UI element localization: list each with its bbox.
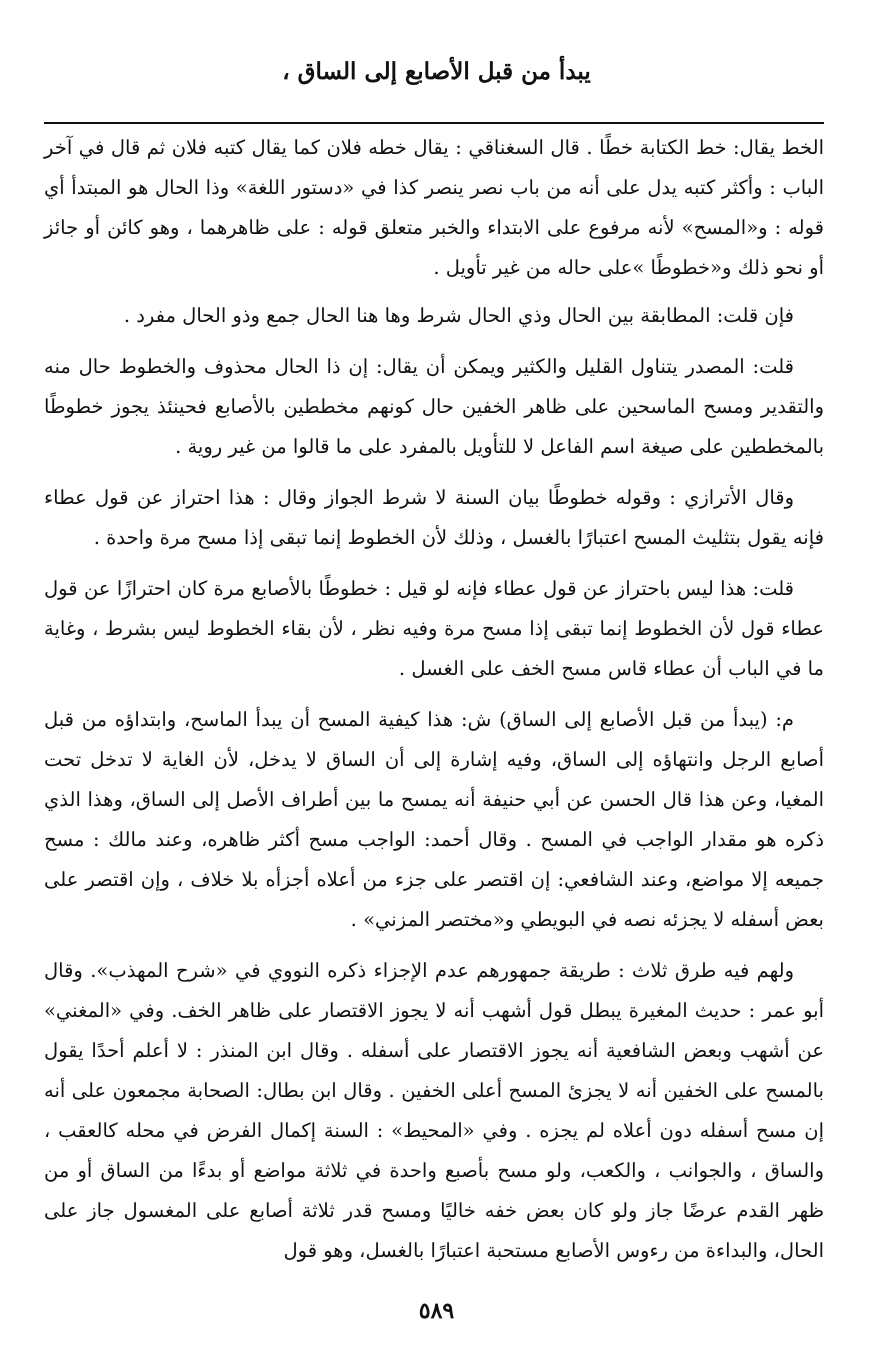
paragraph-6: م: (يبدأ من قبل الأصابع إلى الساق) ش: هذا كيفية المسح أن يبدأ الماسح، وابتداؤه من قبل أصابع الرجل وانتهاؤه إلى الساق، وفيه إشارة إلى أن الساق لا يدخل، لأن الغاية لا تدخل تحت المغيا، وعن هذا قال الحسن عن أبي حنيفة أنه يمسح ما بين أطراف الأصل إلى الساق، وهذا الذي ذكره هو مقدار الواجب في المسح . وقال أحمد: الواجب مسح أكثر ظاهره، وعند مالك : مسح جميعه إلا مواضع، وعند الشافعي: إن اقتصر على جزء من أعلاه أجزأه بلا خلاف ، وإن اقتصر على بعض أسفله لا يجزئه نصه في البويطي و«مختصر المزني» . <box>44 708 824 931</box>
running-header: يبدأ من قبل الأصابع إلى الساق ، <box>282 58 591 85</box>
header-rule <box>44 122 824 124</box>
paragraph-2: فإن قلت: المطابقة بين الحال وذي الحال شرط وها هنا الحال جمع وذو الحال مفرد . <box>123 304 794 327</box>
body-text <box>44 128 824 1282</box>
paragraph-7: ولهم فيه طرق ثلاث : طريقة جمهورهم عدم الإجزاء ذكره النووي في «شرح المهذب». وقال أبو عمر : حديث المغيرة يبطل قول أشهب أنه لا يجوز الاقتصار على ظاهر الخف. وفي «المغني» عن أشهب وبعض الشافعية أنه يجوز الاقتصار على أسفله . وقال ابن المنذر : لا أعلم أحدًا يقول بالمسح على الخفين أنه لا يجزئ المسح أعلى الخفين . وقال ابن بطال: الصحابة مجمعون على أنه إن مسح أسفله دون أعلاه لم يجزه . وفي «المحيط» : السنة إكمال الفرض في محله كالعقب ، والساق ، والجوانب ، والكعب، ولو مسح بأصبع واحدة في ثلاثة مواضع أو بدءًا من الساق أو من ظهر القدم عرضًا جاز ولو كان بعض خفه خاليًا ومسح قدر ثلاثة أصابع على المغسول جاز على الحال، والبداءة من رءوس الأصابع مستحبة اعتبارًا بالغسل، وهو قول <box>44 959 824 1262</box>
paragraph-5: قلت: هذا ليس باحتراز عن قول عطاء فإنه لو قيل : خطوطًا بالأصابع مرة كان احترازًا عن قول عطاء قول لأن الخطوط إنما تبقى إذا مسح مرة وفيه نظر ، لأن بقاء الخطوط ليس بشرط ، وغاية ما في الباب أن عطاء قاس مسح الخف على الغسل . <box>44 577 824 680</box>
paragraph-1: الخط يقال: خط الكتابة خطًا . قال السغناقي : يقال خطه فلان كما يقال كتبه فلان ثم قال في آخر الباب : وأكثر كتبه يدل على أنه من باب نصر ينصر كذا في «دستور اللغة» وذا الحال هو المبتدأ أي قوله : و«المسح» لأنه مرفوع على الابتداء والخبر متعلق قوله : على ظاهرهما ، وهو كائن أو جائز أو نحو ذلك و«خطوطًا »على حاله من غير تأويل . <box>44 136 824 279</box>
paragraph-4: وقال الأترازي : وقوله خطوطًا بيان السنة لا شرط الجواز وقال : هذا احتراز عن قول عطاء فإنه يقول بتثليث المسح اعتبارًا بالغسل ، وذلك لأن الخطوط إنما تبقى إذا مسح مرة واحدة . <box>44 486 824 549</box>
page-number: ٥٨٩ <box>418 1298 455 1324</box>
paragraph-3: قلت: المصدر يتناول القليل والكثير ويمكن أن يقال: إن ذا الحال محذوف والخطوط حال منه والتقدير ومسح الماسحين على ظاهر الخفين حال كونهم مخططين بالأصابع فحينئذ يجوز خطوطًا بالمخططين على صيغة اسم الفاعل لا للتأويل بالمفرد على ما قالوا من غير روية . <box>44 355 824 458</box>
